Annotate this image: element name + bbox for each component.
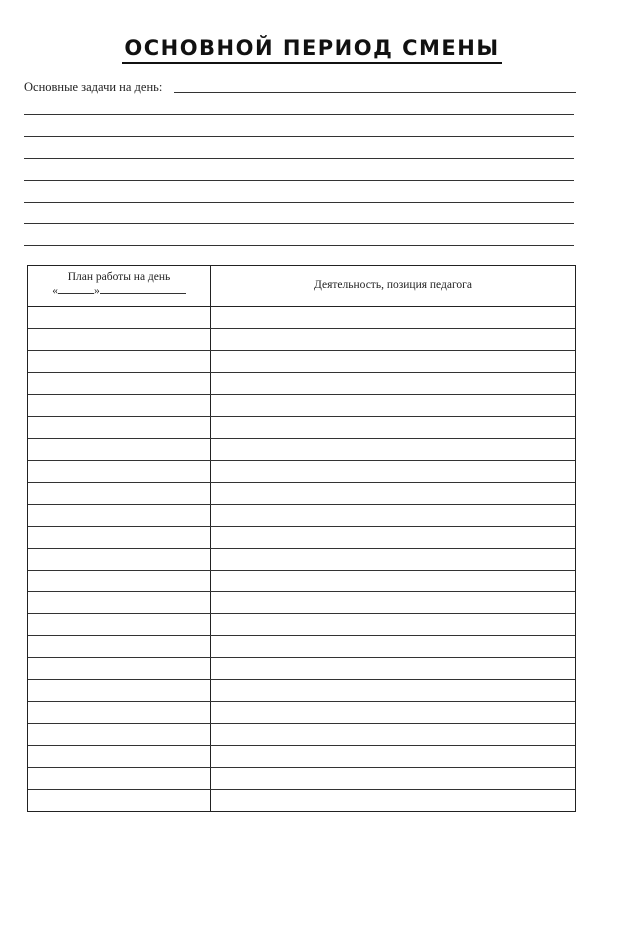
table-row-line [28,789,575,790]
title-block [0,36,624,64]
table-row-line [28,460,575,461]
table-row-line [28,328,575,329]
table-row-line [28,416,575,417]
table-row-line [28,438,575,439]
table-row-line [28,679,575,680]
table-row-line [28,482,575,483]
table-row-line [28,526,575,527]
tasks-line [24,180,574,181]
table-row-line [28,635,575,636]
plan-header-title: План работы на день [67,271,171,283]
table-row-line [28,657,575,658]
table-row-line [28,767,575,768]
month-blank [100,284,186,294]
header-separator [28,306,575,307]
table-row-line [28,745,575,746]
page-title: ОСНОВНОЙ ПЕРИОД СМЕНЫ [122,36,501,64]
tasks-line [24,223,574,224]
tasks-line [24,202,574,203]
open-quote: « [52,285,58,297]
table-row-line [28,350,575,351]
activity-column-header: Деятельность, позиция педагога [314,279,472,291]
tasks-line [24,136,574,137]
table-row-line [28,548,575,549]
date-field [52,284,186,297]
plan-table [27,265,576,812]
plan-column-header [28,271,210,297]
close-quote: » [94,285,100,297]
table-row-line [28,504,575,505]
table-row-line [28,591,575,592]
day-blank [58,284,94,294]
table-row-line [28,570,575,571]
column-divider [210,266,211,811]
tasks-label: Основные задачи на день: [24,80,163,94]
tasks-line-first [174,92,576,93]
tasks-line [24,158,574,159]
table-row-line [28,394,575,395]
tasks-line [24,245,574,246]
table-row-line [28,701,575,702]
table-row-line [28,723,575,724]
tasks-line [24,114,574,115]
table-row-line [28,372,575,373]
table-row-line [28,613,575,614]
